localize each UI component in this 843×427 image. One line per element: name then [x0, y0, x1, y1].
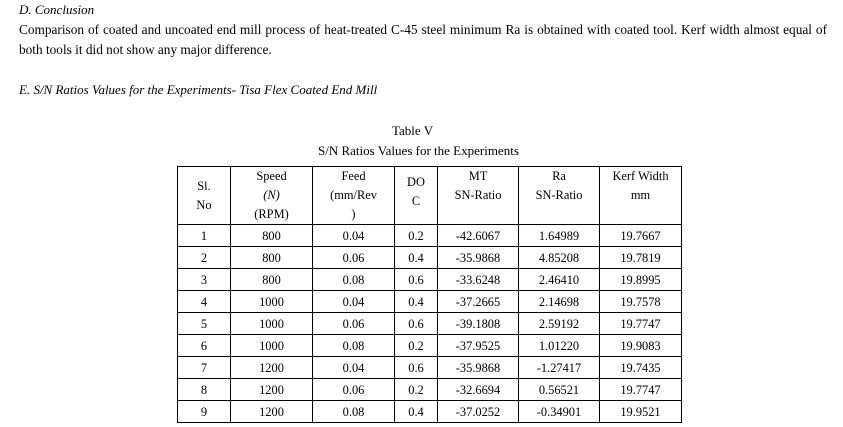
cell-mt-sn-ratio: -35.9868	[438, 357, 519, 379]
table-number: Table V	[392, 123, 434, 138]
header-feed-line3: )	[351, 207, 356, 221]
cell-kerf-width: 19.9521	[600, 401, 682, 423]
cell-kerf-width: 19.7747	[600, 379, 682, 401]
cell-mt-sn-ratio: -35.9868	[438, 247, 519, 269]
header-doc-line2: C	[411, 194, 421, 208]
cell-feed: 0.06	[313, 379, 395, 401]
cell-feed: 0.04	[313, 225, 395, 247]
header-kerf-line2: mm	[630, 188, 651, 202]
cell-doc: 0.4	[395, 247, 438, 269]
cell-sl-no: 9	[178, 401, 231, 423]
cell-feed: 0.06	[313, 247, 395, 269]
header-doc-line1: DO	[407, 175, 425, 189]
header-mt-line1: MT	[468, 169, 488, 183]
header-speed-line3: (RPM)	[254, 207, 289, 221]
cell-ra-sn-ratio: 1.01220	[519, 335, 600, 357]
cell-feed: 0.08	[313, 335, 395, 357]
table-row	[178, 335, 682, 357]
header-mt-sn-ratio	[438, 167, 519, 225]
cell-ra-sn-ratio: -1.27417	[519, 357, 600, 379]
header-ra-line1: Ra	[552, 169, 566, 183]
header-doc	[395, 167, 438, 225]
section-e-heading: E. S/N Ratios Values for the Experiments- Tisa Flex Coated End Mill	[19, 82, 378, 97]
header-ra-sn-ratio	[519, 167, 600, 225]
cell-doc: 0.4	[395, 291, 438, 313]
cell-doc: 0.6	[395, 357, 438, 379]
header-kerf-width	[600, 167, 682, 225]
header-speed	[231, 167, 313, 225]
cell-speed: 800	[231, 247, 313, 269]
cell-ra-sn-ratio: 4.85208	[519, 247, 600, 269]
header-speed-line2: (N)	[263, 188, 280, 202]
cell-kerf-width: 19.9083	[600, 335, 682, 357]
cell-mt-sn-ratio: -39.1808	[438, 313, 519, 335]
cell-mt-sn-ratio: -32.6694	[438, 379, 519, 401]
section-d-heading: D. Conclusion	[19, 2, 95, 17]
cell-kerf-width: 19.7578	[600, 291, 682, 313]
cell-doc: 0.2	[395, 225, 438, 247]
cell-sl-no: 2	[178, 247, 231, 269]
cell-mt-sn-ratio: -37.9525	[438, 335, 519, 357]
header-mt-line2: SN-Ratio	[454, 188, 502, 202]
conclusion-paragraph: Comparison of coated and uncoated end mill process of heat-treated C-45 steel minimum Ra is obtained with coated tool. Kerf width almost equal of both tools it did not show any major difference.	[19, 22, 827, 57]
cell-sl-no: 5	[178, 313, 231, 335]
cell-speed: 1200	[231, 357, 313, 379]
cell-mt-sn-ratio: -37.0252	[438, 401, 519, 423]
cell-sl-no: 6	[178, 335, 231, 357]
cell-mt-sn-ratio: -42.6067	[438, 225, 519, 247]
cell-speed: 1000	[231, 335, 313, 357]
cell-speed: 1000	[231, 313, 313, 335]
header-speed-line1: Speed	[256, 169, 287, 183]
cell-doc: 0.6	[395, 269, 438, 291]
header-sl-line1: Sl.	[197, 178, 211, 193]
cell-ra-sn-ratio: 2.46410	[519, 269, 600, 291]
cell-mt-sn-ratio: -33.6248	[438, 269, 519, 291]
cell-feed: 0.08	[313, 401, 395, 423]
table-row	[178, 269, 682, 291]
cell-feed: 0.04	[313, 291, 395, 313]
cell-kerf-width: 19.7435	[600, 357, 682, 379]
table-row	[178, 357, 682, 379]
cell-kerf-width: 19.7747	[600, 313, 682, 335]
header-kerf-line1: Kerf Width	[612, 169, 669, 183]
cell-speed: 800	[231, 269, 313, 291]
cell-doc: 0.2	[395, 335, 438, 357]
cell-mt-sn-ratio: -37.2665	[438, 291, 519, 313]
table-row	[178, 313, 682, 335]
cell-ra-sn-ratio: 0.56521	[519, 379, 600, 401]
cell-doc: 0.2	[395, 379, 438, 401]
cell-feed: 0.06	[313, 313, 395, 335]
cell-sl-no: 4	[178, 291, 231, 313]
cell-sl-no: 7	[178, 357, 231, 379]
table-row	[178, 401, 682, 423]
table-row	[178, 291, 682, 313]
header-ra-line2: SN-Ratio	[535, 188, 583, 202]
table-row	[178, 379, 682, 401]
cell-sl-no: 3	[178, 269, 231, 291]
table-title: S/N Ratios Values for the Experiments	[318, 143, 519, 158]
header-feed	[313, 167, 395, 225]
cell-kerf-width: 19.8995	[600, 269, 682, 291]
table-row	[178, 247, 682, 269]
table-header-row	[178, 167, 682, 225]
cell-sl-no: 1	[178, 225, 231, 247]
header-sl-line2: No	[196, 197, 212, 212]
cell-ra-sn-ratio: 2.14698	[519, 291, 600, 313]
cell-ra-sn-ratio: 1.64989	[519, 225, 600, 247]
cell-kerf-width: 19.7667	[600, 225, 682, 247]
cell-feed: 0.08	[313, 269, 395, 291]
cell-ra-sn-ratio: -0.34901	[519, 401, 600, 423]
cell-speed: 800	[231, 225, 313, 247]
cell-speed: 1200	[231, 401, 313, 423]
header-sl-no	[178, 167, 231, 225]
header-feed-line2: (mm/Rev	[330, 188, 377, 202]
cell-kerf-width: 19.7819	[600, 247, 682, 269]
table-row	[178, 225, 682, 247]
sn-ratios-table	[177, 166, 682, 423]
cell-feed: 0.04	[313, 357, 395, 379]
cell-sl-no: 8	[178, 379, 231, 401]
cell-doc: 0.4	[395, 401, 438, 423]
cell-speed: 1200	[231, 379, 313, 401]
header-feed-line1: Feed	[341, 169, 366, 183]
cell-speed: 1000	[231, 291, 313, 313]
cell-ra-sn-ratio: 2.59192	[519, 313, 600, 335]
cell-doc: 0.6	[395, 313, 438, 335]
